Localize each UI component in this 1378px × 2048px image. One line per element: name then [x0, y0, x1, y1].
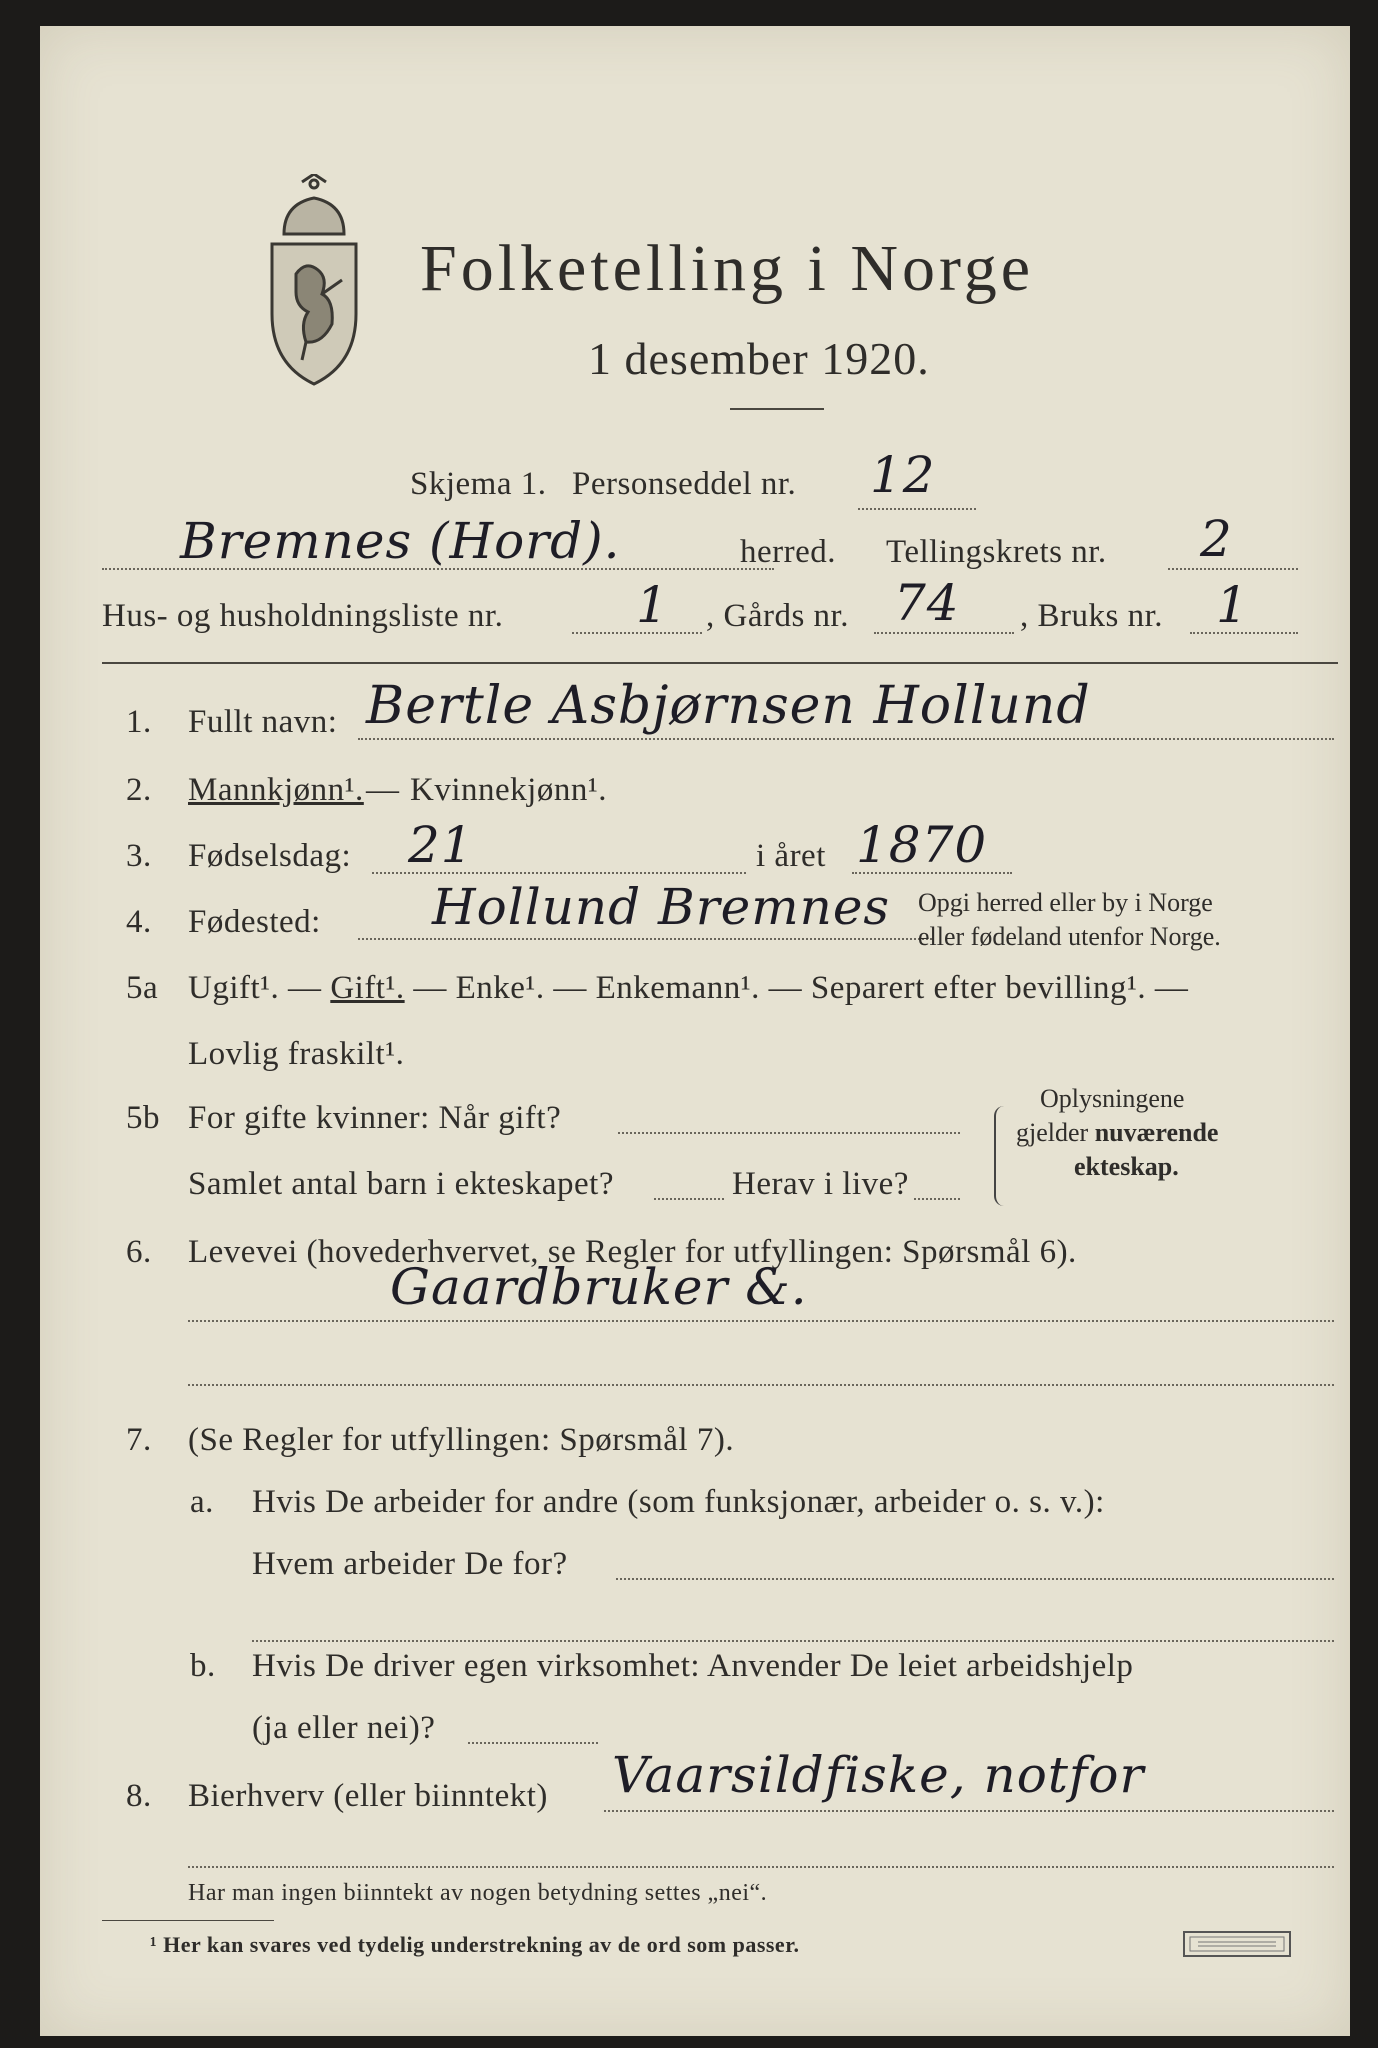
hus-label: Hus- og husholdningsliste nr.	[102, 598, 504, 634]
gards-value[interactable]: 74	[894, 574, 960, 632]
form-title: Folketelling i Norge	[420, 232, 1035, 305]
q5a-number: 5a	[126, 970, 159, 1006]
birth-year-value[interactable]: 1870	[856, 816, 988, 874]
q2-separator: —	[366, 772, 400, 808]
personseddel-value[interactable]: 12	[870, 446, 936, 504]
q7-label: (Se Regler for utfyllingen: Spørsmål 7).	[188, 1422, 735, 1458]
printer-stamp-icon	[1182, 1930, 1292, 1958]
q3-number: 3.	[126, 838, 152, 874]
bruks-value[interactable]: 1	[1216, 576, 1249, 634]
census-form	[40, 26, 1350, 2036]
q6-label: Levevei (hovederhvervet, se Regler for utfyllingen: Spørsmål 6).	[188, 1234, 1077, 1270]
q7a-letter: a.	[190, 1484, 214, 1520]
coat-of-arms-icon	[262, 174, 366, 390]
title-divider	[730, 408, 824, 410]
tellingskrets-label: Tellingskrets nr.	[886, 534, 1107, 570]
q5b-married-when: For gifte kvinner: Når gift?	[188, 1100, 562, 1136]
hus-value[interactable]: 1	[636, 576, 669, 634]
birthplace-hint-2: eller fødeland utenfor Norge.	[918, 922, 1221, 951]
q1-label: Fullt navn:	[188, 704, 338, 740]
q7b-text: Hvis De driver egen virksomhet: Anvender De leiet arbeidshjelp	[252, 1648, 1134, 1684]
q2-number: 2.	[126, 772, 152, 808]
birthplace-value[interactable]: Hollund Bremnes	[432, 878, 891, 936]
q5b-note-2: gjelder nuværende	[1016, 1118, 1219, 1147]
q7b-letter: b.	[190, 1648, 216, 1684]
q8-number: 8.	[126, 1778, 152, 1814]
gift-option[interactable]: Gift¹.	[330, 970, 405, 1006]
full-name-value[interactable]: Bertle Asbjørnsen Hollund	[366, 676, 1091, 736]
side-income-value[interactable]: Vaarsildfiske, notfor	[612, 1746, 1145, 1804]
q1-number: 1.	[126, 704, 152, 740]
q6-number: 6.	[126, 1234, 152, 1270]
q7a-employer: Hvem arbeider De for?	[252, 1546, 568, 1582]
q4-number: 4.	[126, 904, 152, 940]
header-rule	[102, 662, 1338, 664]
female-option[interactable]: Kvinnekjønn¹.	[410, 772, 607, 808]
q7a-text: Hvis De arbeider for andre (som funksjonær, arbeider o. s. v.):	[252, 1484, 1105, 1520]
q4-label: Fødested:	[188, 904, 321, 940]
birthplace-hint-1: Opgi herred eller by i Norge	[918, 888, 1213, 917]
q5b-number: 5b	[126, 1100, 160, 1136]
q7b-yes-no: (ja eller nei)?	[252, 1710, 436, 1746]
q8-label: Bierhverv (eller biinntekt)	[188, 1778, 548, 1814]
q5a-options: Ugift¹. — Gift¹. — Enke¹. — Enkemann¹. — Separert efter bevilling¹. —	[188, 970, 1189, 1006]
form-date: 1 desember 1920.	[588, 333, 930, 384]
q5b-note-1: Oplysningene	[1040, 1084, 1185, 1113]
tellingskrets-value[interactable]: 2	[1200, 510, 1233, 568]
schema-label: Skjema 1.	[410, 466, 547, 502]
gards-label: , Gårds nr.	[706, 598, 849, 634]
q7-number: 7.	[126, 1422, 152, 1458]
herred-label: herred.	[740, 534, 837, 570]
footnote: ¹ Her kan svares ved tydelig understrekning av de ord som passer.	[150, 1932, 800, 1957]
herred-value[interactable]: Bremnes (Hord).	[180, 512, 621, 570]
q5a-divorced[interactable]: Lovlig fraskilt¹.	[188, 1036, 405, 1072]
bruks-label: , Bruks nr.	[1020, 598, 1164, 634]
q5b-alive: Herav i live?	[732, 1166, 909, 1202]
q5b-note-3: ekteskap.	[1074, 1152, 1179, 1181]
birth-day-value[interactable]: 21	[408, 816, 474, 874]
q3-label: Fødselsdag:	[188, 838, 352, 874]
income-note: Har man ingen biinntekt av nogen betydning settes „nei“.	[188, 1880, 768, 1906]
q5b-children: Samlet antal barn i ekteskapet?	[188, 1166, 615, 1202]
occupation-value[interactable]: Gaardbruker &.	[390, 1258, 808, 1316]
male-option[interactable]: Mannkjønn¹.	[188, 772, 364, 808]
year-label: i året	[756, 838, 826, 874]
personseddel-label: Personseddel nr.	[572, 466, 797, 502]
